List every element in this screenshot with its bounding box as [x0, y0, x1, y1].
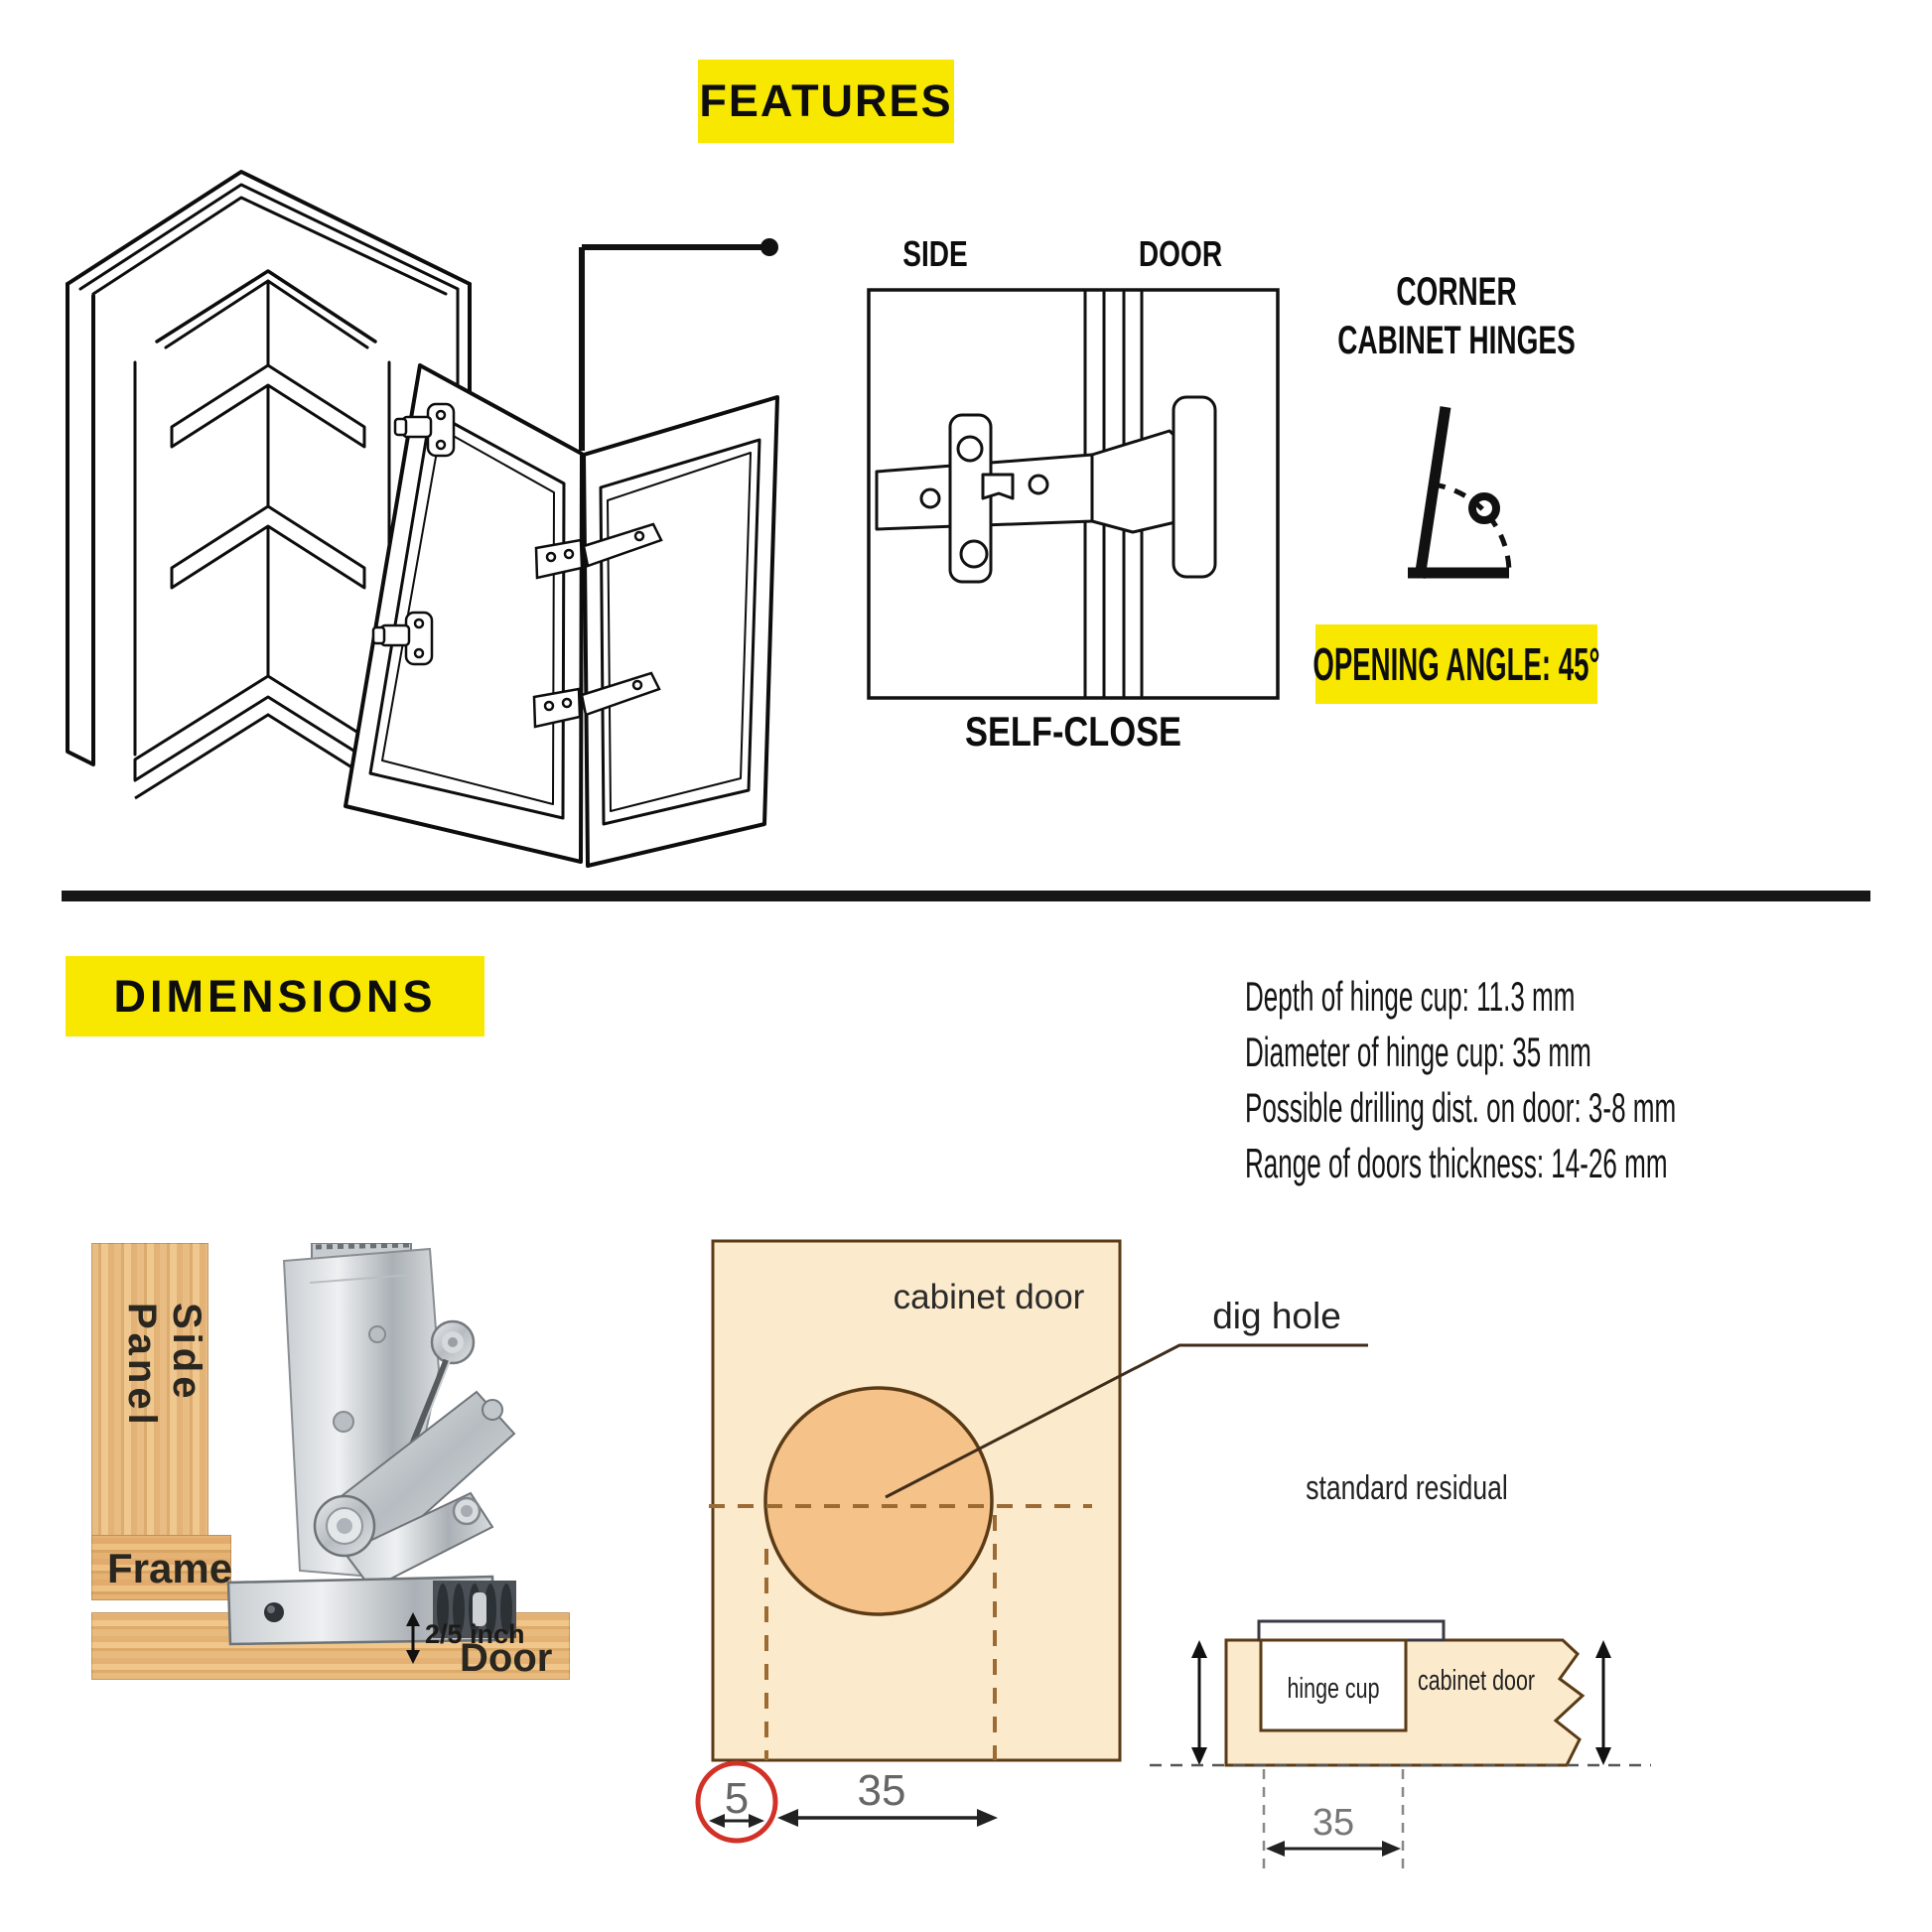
- dig-hole-circle: [765, 1388, 992, 1614]
- edge-distance-value: 5: [724, 1774, 750, 1823]
- section-divider: [62, 891, 1870, 901]
- opening-angle-badge: [1312, 624, 1600, 704]
- spec-diameter: Diameter of hinge cup: 35 mm: [1245, 1029, 1591, 1075]
- product-title-line1: CORNER: [1396, 270, 1517, 314]
- frame-label: Frame: [107, 1545, 233, 1591]
- product-title-line2: CABINET HINGES: [1337, 319, 1576, 362]
- door-label: Door: [460, 1636, 553, 1680]
- spec-depth: Depth of hinge cup: 11.3 mm: [1245, 973, 1576, 1020]
- drill-panel-label: cabinet door: [893, 1278, 1085, 1316]
- dig-hole-label: dig hole: [1212, 1296, 1341, 1336]
- spec-door-thickness: Range of doors thickness: 14-26 mm: [1245, 1140, 1668, 1186]
- dimensions-heading: [66, 956, 484, 1036]
- residual-diagram: [1142, 1420, 1932, 1916]
- opening-angle-icon: [1398, 395, 1547, 594]
- corner-cabinet-drawing: [40, 119, 794, 884]
- mounted-hinge-photo: [60, 1241, 616, 1708]
- self-close-caption: SELF-CLOSE: [964, 708, 1182, 756]
- hinge-cross-section-diagram: [854, 228, 1291, 774]
- spec-drilling-distance: Possible drilling dist. on door: 3-8 mm: [1245, 1084, 1677, 1131]
- callout-dot: [760, 238, 778, 256]
- product-title: [1258, 268, 1655, 365]
- hinge-cup-label: hinge cup: [1287, 1672, 1380, 1705]
- right-door: [584, 397, 777, 866]
- dimensions-heading-label: DIMENSIONS: [113, 970, 437, 1022]
- overlay-measure-arrow: [401, 1612, 425, 1664]
- hole-diameter-value: 35: [857, 1766, 906, 1815]
- side-label: SIDE: [902, 233, 968, 274]
- left-door: [345, 365, 582, 862]
- cup-width-value: 35: [1311, 1802, 1355, 1844]
- features-heading-label: FEATURES: [699, 75, 953, 126]
- opening-angle-label: OPENING ANGLE: 45°: [1312, 638, 1600, 690]
- door-label: DOOR: [1138, 233, 1223, 274]
- spec-list: [1245, 969, 1932, 1191]
- residual-door-label: cabinet door: [1417, 1664, 1536, 1697]
- side-panel-label: Side Panel: [120, 1303, 208, 1429]
- overlay-measure-label: 2/5 inch: [425, 1619, 525, 1649]
- residual-title: standard residual: [1306, 1468, 1508, 1507]
